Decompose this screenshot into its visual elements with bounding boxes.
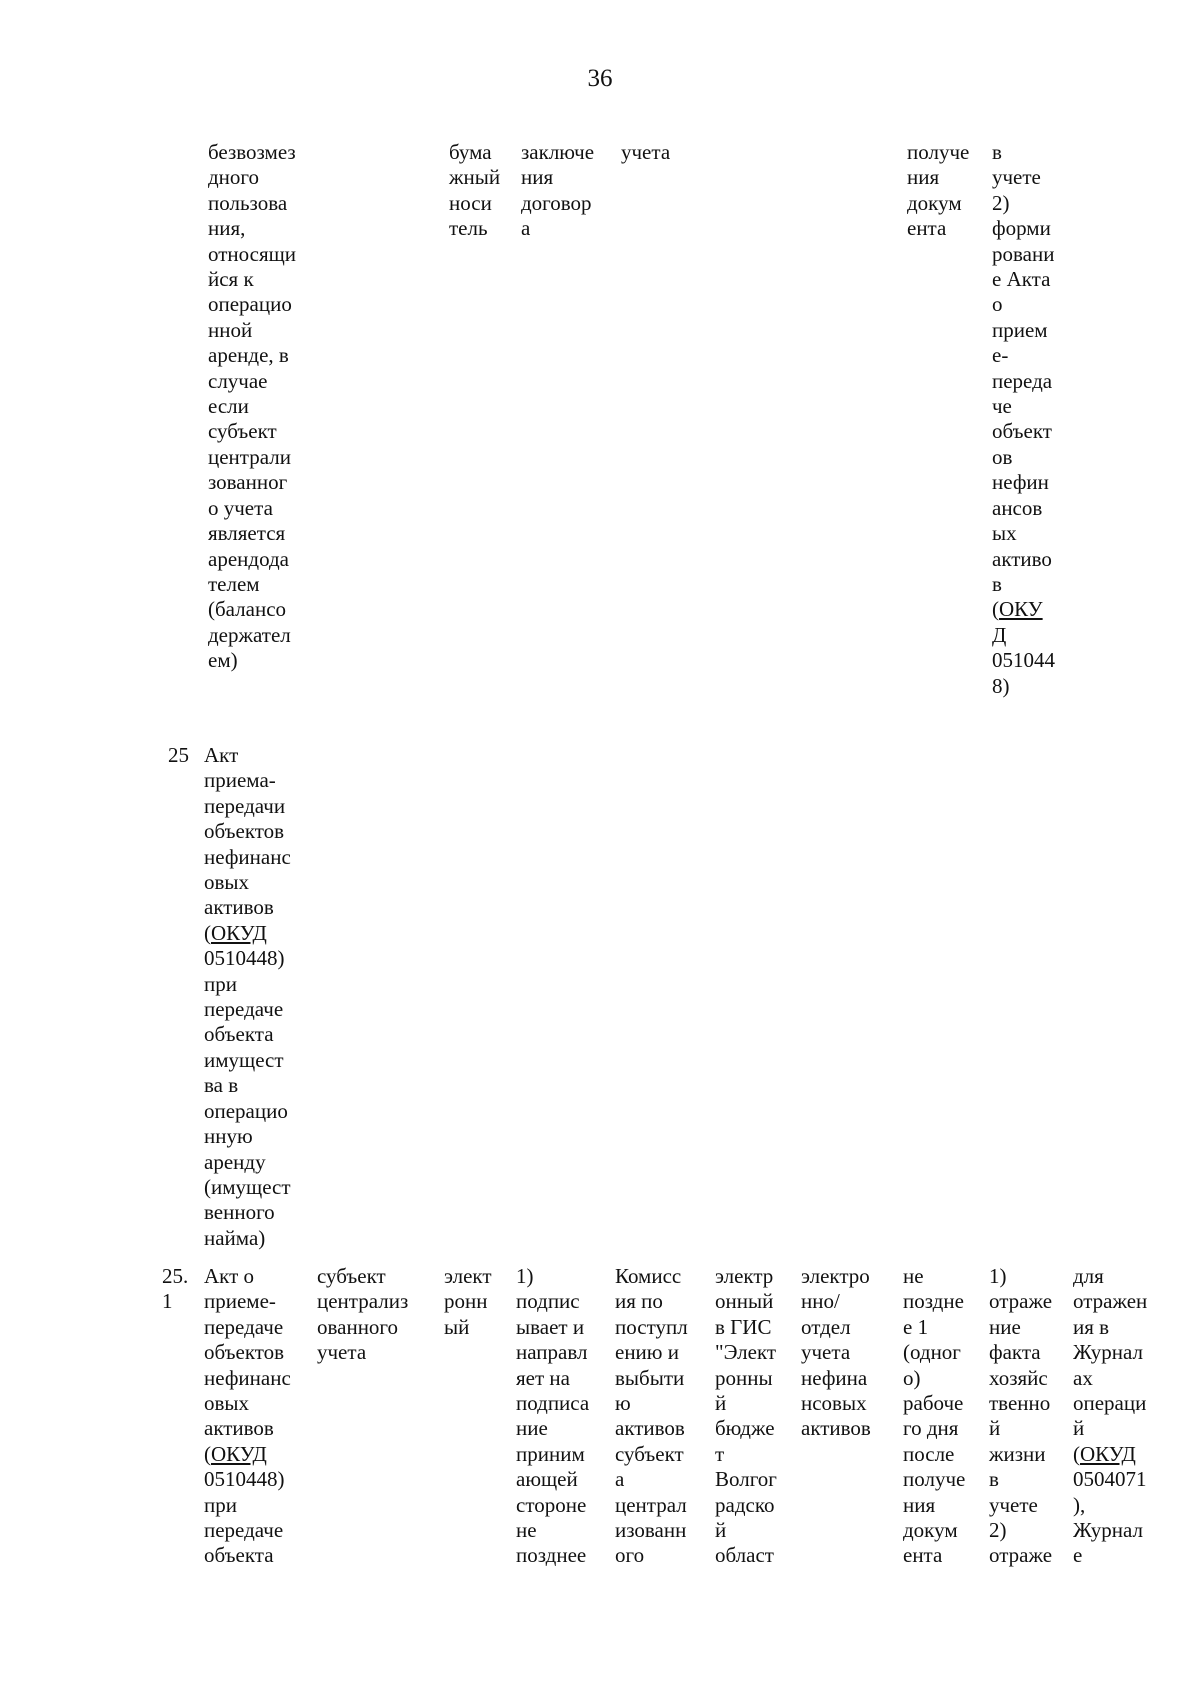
cell-transfer-method: электр онный в ГИС "Элект ронны й бюдже т Волгог радско й област [715,1264,777,1568]
okud-link[interactable]: ОКУ Д [992,597,1043,647]
cell-document-name: безвозмез дного пользова ния, относящи йся к операцио нной аренде, в случае если субъект централи зованног о учета является арендода телем (балансо держател ем) [208,140,297,673]
cell-recipient: электро нно/ отдел учета нефина нсовых активов [801,1264,871,1441]
cell-name-text-a: Акт приема- передачи объектов нефинанс овых активов ( [204,743,291,945]
cell-usage: 1) отраже ние факта хозяйс твенно й жизни в учете 2) отраже [989,1264,1053,1568]
cell-name-text-a: Акт о приеме- передаче объектов нефинанс овых активов ( [204,1264,291,1466]
cell-document-name [204,1264,291,1569]
row-number: 25 [168,743,189,767]
cell-purpose [992,140,1055,699]
page-number: 36 [587,65,613,92]
cell-purpose-text-a: в учете 2) форми ровани е Акта о прием е- переда че объект ов нефин ансов ых активо в ( [992,140,1055,622]
cell-signer: Комисс ия по поступл ению и выбыти ю активов субъект а централ изованн ого [615,1264,688,1568]
cell-creator: субъект централиз ованного учета [317,1264,409,1365]
cell-purpose-text-b: 0504071 ), Журнал е [1073,1467,1147,1568]
cell-document-name [204,743,291,1251]
cell-action: 1) подпис ывает и направл яет на подписа ние приним ающей стороне не позднее [516,1264,590,1568]
cell-term: получе ния докум ента [907,140,970,241]
row-number: 25. 1 [162,1264,189,1314]
cell-purpose-text-b: 051044 8) [992,648,1055,698]
okud-link[interactable]: ОКУД [211,920,267,945]
cell-purpose-text-a: для отражен ия в Журнал ах операци й ( [1073,1264,1148,1466]
cell-name-text-b: 0510448) при передаче объекта [204,1467,285,1568]
cell-format: элект ронн ый [444,1264,492,1339]
cell-term: не поздне е 1 (одног о) рабоче го дня после получе ния докум ента [903,1264,966,1568]
cell-responsible: учета [621,140,671,164]
okud-link[interactable]: ОКУД [211,1441,267,1466]
okud-link[interactable]: ОКУД [1080,1441,1136,1466]
cell-deadline: заключе ния договор а [521,140,595,241]
cell-purpose [1073,1264,1147,1569]
cell-name-text-b: 0510448) при передаче объекта имущест ва в операцио нную аренду (имущест венного найма) [204,946,291,1250]
cell-format: бума жный носи тель [449,140,501,241]
